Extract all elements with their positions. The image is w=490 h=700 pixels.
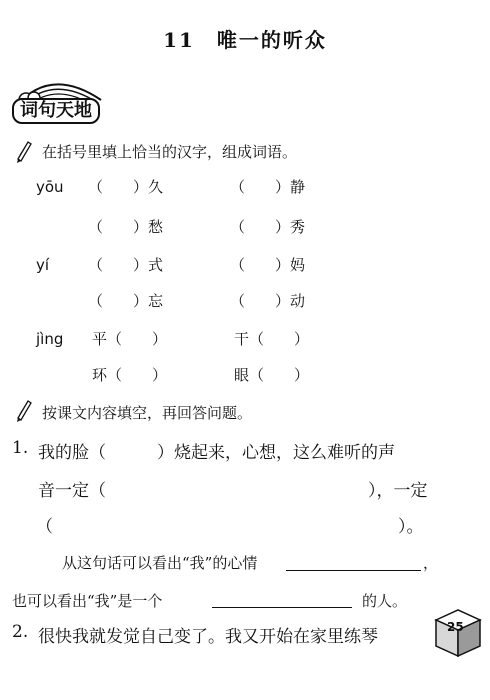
word-cell: 眼（ ） (234, 366, 310, 384)
page-title: 11 唯一的听众 (163, 28, 327, 52)
pencil-icon (14, 139, 32, 163)
question1-sub2: 也可以看出“我”是一个 (12, 592, 163, 610)
answer-line (212, 606, 352, 608)
question1-sub2-end: 的人。 (362, 592, 408, 610)
question1-sub1: 从这句话可以看出“我”的心情 (62, 554, 258, 572)
word-cell: （ ）愁 (88, 218, 164, 236)
question2-text: 很快我就发觉自己变了。我又开始在家里练琴 (38, 627, 378, 647)
pinyin-jing: jìng (36, 330, 64, 348)
exercise2-instruction: 按课文内容填空，再回答问题。 (42, 404, 253, 422)
word-cell: （ ）久 (88, 178, 164, 196)
pencil-icon (14, 398, 32, 422)
exercise1-instruction: 在括号里填上恰当的汉字，组成词语。 (42, 143, 298, 161)
question1-line3-start: （ (36, 517, 53, 537)
word-cell: （ ）静 (230, 178, 306, 196)
word-cell: 环（ ） (92, 366, 168, 384)
question1-line1: 我的脸（ ）烧起来，心想，这么难听的声 (38, 443, 395, 463)
question1-line2-start: 音一定（ (38, 481, 106, 501)
word-cell: （ ）妈 (230, 256, 306, 274)
word-cell: （ ）式 (88, 256, 164, 274)
word-cell: （ ）忘 (88, 292, 164, 310)
answer-line (286, 569, 421, 571)
question-number: 1. (12, 438, 29, 458)
word-cell: （ ）秀 (230, 218, 306, 236)
page-number-badge (430, 606, 484, 660)
question-number: 2. (12, 622, 29, 642)
section-badge (6, 70, 126, 130)
word-cell: 干（ ） (234, 330, 310, 348)
pinyin-you: yōu (36, 178, 64, 196)
question1-line3-end: ）。 (398, 517, 424, 537)
word-cell: 平（ ） (92, 330, 168, 348)
section-label: 词句天地 (12, 98, 100, 124)
pinyin-yi: yí (36, 256, 50, 274)
question1-line2-end: ），一定 (368, 481, 428, 501)
question1-sub1-end: ， (423, 554, 439, 572)
word-cell: （ ）动 (230, 292, 306, 310)
page-number: 25 (447, 620, 464, 634)
